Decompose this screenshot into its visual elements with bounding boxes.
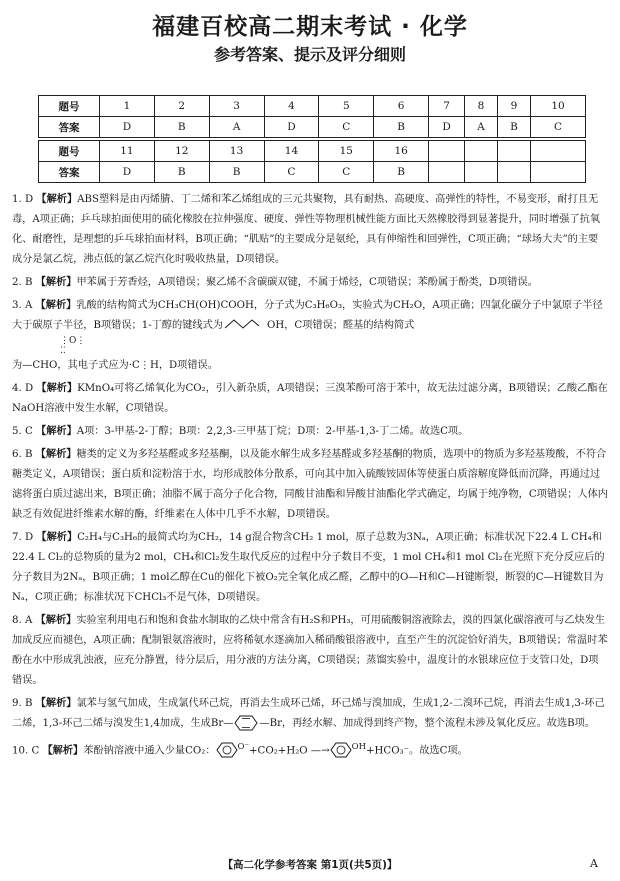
answer-cell: A bbox=[465, 117, 498, 138]
solution-2 bbox=[12, 273, 608, 293]
question-answer: 1. D bbox=[12, 194, 34, 205]
table-row-answers-1 bbox=[39, 117, 586, 138]
question-number: 2 bbox=[154, 96, 209, 117]
analysis-text: —Br，再经水解、加成得到终产物，整个流程未涉及氧化反应。故选B项。 bbox=[259, 718, 596, 729]
question-number: 10 bbox=[531, 96, 586, 117]
analysis-tag: 【解析】 bbox=[35, 698, 77, 709]
question-number: 3 bbox=[209, 96, 264, 117]
analysis-text: 苯酚钠溶液中通入少量CO₂： bbox=[83, 745, 216, 757]
solution-5 bbox=[12, 422, 608, 442]
empty-cell bbox=[531, 162, 586, 183]
question-number: 8 bbox=[465, 96, 498, 117]
oh-label: OH bbox=[266, 320, 285, 331]
analysis-tag: 【解析】 bbox=[36, 532, 78, 543]
solution-1 bbox=[12, 190, 608, 270]
solution-7 bbox=[12, 528, 608, 608]
phenoxide-label: O⁻ bbox=[237, 742, 250, 752]
answer-cell: B bbox=[154, 162, 209, 183]
question-answer: 3. A bbox=[12, 300, 33, 311]
question-number: 9 bbox=[497, 96, 530, 117]
answer-cell: B bbox=[374, 117, 429, 138]
solution-8 bbox=[12, 611, 608, 691]
analysis-text: C₂H₄与C₃H₆的最简式均为CH₂，14 g混合物含CH₂ 1 mol，原子总数为3Nₐ，A项正确；标准状况下22.4 L CH₄和22.4 L Cl₂的总物质的量为2 mol，CH₄和Cl₂发生取代反应的过程中分子数目不变，1 mol CH₄和1 mol Cl₂在光照下充分反应后的分子数目为2Nₐ，B项正确；1 mol乙醇在Cu的催化下被O₂完全氧化成乙醛，乙醇中的O—H和C—H键断裂，断裂的C—H键数目为Nₐ，C项正确；标准状况下CHCl₃不是气体，D项错误。 bbox=[12, 532, 605, 603]
electron-dots-top: ⋮O⋮ bbox=[60, 336, 86, 346]
question-number: 5 bbox=[319, 96, 374, 117]
question-answer: 2. B bbox=[12, 277, 33, 288]
analysis-tag: 【解析】 bbox=[36, 426, 77, 437]
phenol-oh-label: OH bbox=[351, 742, 366, 752]
question-answer: 7. D bbox=[12, 532, 34, 543]
answer-cell: B bbox=[154, 117, 209, 138]
analysis-text: ABS塑料是由丙烯腈、丁二烯和苯乙烯组成的三元共聚物，具有耐热、高硬度、高弹性的特性，不易变形，耐打且无毒，A项正确；乒乓球拍面使用的硫化橡胶在拉伸强度、硬度、弹性等物理机械性能方面比天然橡胶得到显著提升，同时增强了抗氧化、耐磨性，是理想的乒乓球拍面材料，B项正确；“肌贴”的主要成分是氨纶，具有伸缩性和回弹性，C项正确；“球场大夫”的主要成分是氯乙烷，沸点低的氯乙烷汽化时吸收热量，D项错误。 bbox=[12, 194, 601, 265]
analysis-tag: 【解析】 bbox=[35, 277, 77, 288]
answer-cell: D bbox=[429, 117, 465, 138]
empty-cell bbox=[465, 162, 498, 183]
electron-dots-mid: ⁚⁚ bbox=[60, 346, 66, 356]
analysis-tag: 【解析】 bbox=[36, 194, 78, 205]
analysis-tag: 【解析】 bbox=[35, 300, 77, 311]
analysis-text: 糖类的定义为多羟基醛或多羟基酮，以及能水解生成多羟基醛或多羟基酮的物质，选项中的物质为多羟基羧酸，不符合糖类定义，A项错误；蛋白质和淀粉溶于水，均形成胶体分散系，可向其中加入硫酸铵固体等使蛋白质溶解度降低而沉降，再通过过滤将蛋白质过滤出来，B项正确；油脂不属于高分子化合物，同酸甘油酯和异酸甘油酯化学式确定，均属于纯净物，C项错误；人体内缺乏有效促进纤维素水解的酶，纤维素在人体中几乎不水解，D项错误。 bbox=[12, 449, 608, 520]
answer-cell: C bbox=[531, 117, 586, 138]
answer-label: 答案 bbox=[39, 162, 100, 183]
answer-cell: B bbox=[497, 117, 530, 138]
empty-cell bbox=[429, 141, 465, 162]
answer-cell: C bbox=[319, 117, 374, 138]
answer-cell: B bbox=[209, 162, 264, 183]
question-answer: 8. A bbox=[12, 615, 33, 626]
question-answer: 6. B bbox=[12, 449, 33, 460]
answer-cell: D bbox=[100, 117, 155, 138]
empty-cell bbox=[497, 162, 530, 183]
question-answer: 5. C bbox=[12, 426, 33, 437]
question-number: 13 bbox=[209, 141, 264, 162]
question-number: 15 bbox=[319, 141, 374, 162]
analysis-text: 为—CHO，其电子式应为·C⋮H，D项错误。 bbox=[12, 360, 218, 371]
header-label: 题号 bbox=[39, 141, 100, 162]
cyclohexadiene-ring-icon bbox=[233, 714, 259, 732]
solutions-body bbox=[12, 190, 608, 761]
question-number: 1 bbox=[100, 96, 155, 117]
question-number: 12 bbox=[154, 141, 209, 162]
answer-cell: C bbox=[319, 162, 374, 183]
empty-cell bbox=[497, 141, 530, 162]
answer-cell: D bbox=[264, 117, 319, 138]
answer-cell: A bbox=[209, 117, 264, 138]
answer-cell: B bbox=[374, 162, 429, 183]
table-row-answers-2 bbox=[39, 162, 586, 183]
page-subtitle: 参考答案、提示及评分细则 bbox=[213, 45, 406, 64]
answer-cell: C bbox=[264, 162, 319, 183]
analysis-text: 乳酸的结构简式为CH₃CH(OH)COOH，分子式为C₃H₆O₃，实验式为CH₂O，A项正确；四氯化碳分子中氯原子半径大于碳原子半径，B项错误；1-丁醇的键线式为 bbox=[12, 300, 603, 331]
butanol-skeletal-icon bbox=[223, 316, 267, 334]
answer-table bbox=[38, 95, 586, 183]
empty-cell bbox=[531, 141, 586, 162]
equation-text: +CO₂+H₂O —→ bbox=[249, 745, 330, 757]
question-number: 4 bbox=[264, 96, 319, 117]
analysis-tag: 【解析】 bbox=[42, 745, 84, 757]
analysis-text: 氯苯与氢气加成，生成氯代环己烷，再消去生成环己烯，环己烯与溴加成，生成1,2-二溴环己烷，再消去生成1,3-环己二烯，1,3-环己二烯与溴发生1,4加成，生成Br— bbox=[12, 698, 605, 729]
equation-text: +HCO₃⁻。故选C项。 bbox=[366, 745, 468, 757]
header-label: 题号 bbox=[39, 96, 100, 117]
analysis-text: 甲苯属于芳香烃，A项错误；聚乙烯不含碳碳双键，不属于烯烃，C项错误；苯酚属于酚类，D项错误。 bbox=[76, 277, 538, 288]
answer-label: 答案 bbox=[39, 117, 100, 138]
analysis-text: ，C项错误；醛基的结构简式 bbox=[284, 320, 415, 331]
solution-9 bbox=[12, 694, 608, 734]
empty-cell bbox=[429, 162, 465, 183]
question-number: 14 bbox=[264, 141, 319, 162]
question-number: 6 bbox=[374, 96, 429, 117]
table-row-numbers-1 bbox=[39, 96, 586, 117]
benzene-ring-icon bbox=[216, 741, 238, 759]
version-mark: A bbox=[590, 857, 598, 870]
page-footer: 【高二化学参考答案 第1页(共5页)】 bbox=[222, 859, 398, 871]
analysis-tag: 【解析】 bbox=[35, 449, 77, 460]
analysis-text: 实验室利用电石和饱和食盐水制取的乙炔中常含有H₂S和PH₃，可用硫酸铜溶液除去，溴的四氯化碳溶液可与乙炔发生加成反应而褪色，A项正确；配制银氨溶液时，应将稀氨水逐滴加入稀硝酸银溶液中，直至产生的沉淀恰好消失，B项错误；常温时苯酚在水中形成乳浊液，应充分静置，待分层后，用分液的方法分离，C项错误；蒸馏实验中，温度计的水银球应位于支管口处，D项错误。 bbox=[12, 615, 608, 686]
analysis-tag: 【解析】 bbox=[35, 615, 77, 626]
analysis-text: A项：3-甲基-2-丁醇；B项：2,2,3-三甲基丁烷；D项：2-甲基-1,3-丁二烯。故选C项。 bbox=[76, 426, 469, 437]
analysis-tag: 【解析】 bbox=[36, 383, 78, 394]
answer-cell: D bbox=[100, 162, 155, 183]
benzene-ring-icon bbox=[330, 741, 352, 759]
solution-3 bbox=[12, 296, 608, 376]
question-number: 7 bbox=[429, 96, 465, 117]
question-answer: 10. C bbox=[12, 745, 40, 757]
solution-10 bbox=[12, 737, 608, 761]
analysis-text: KMnO₄可将乙烯氧化为CO₂，引入新杂质，A项错误；三溴苯酚可溶于苯中，故无法过滤分离，B项错误；乙酸乙酯在NaOH溶液中发生水解，C项错误。 bbox=[12, 383, 608, 414]
question-number: 11 bbox=[100, 141, 155, 162]
question-answer: 4. D bbox=[12, 383, 34, 394]
empty-cell bbox=[465, 141, 498, 162]
question-answer: 9. B bbox=[12, 698, 33, 709]
solution-4 bbox=[12, 379, 608, 419]
page-title: 福建百校高二期末考试 · 化学 bbox=[152, 14, 468, 40]
question-number: 16 bbox=[374, 141, 429, 162]
table-row-numbers-2 bbox=[39, 141, 586, 162]
solution-6 bbox=[12, 445, 608, 525]
